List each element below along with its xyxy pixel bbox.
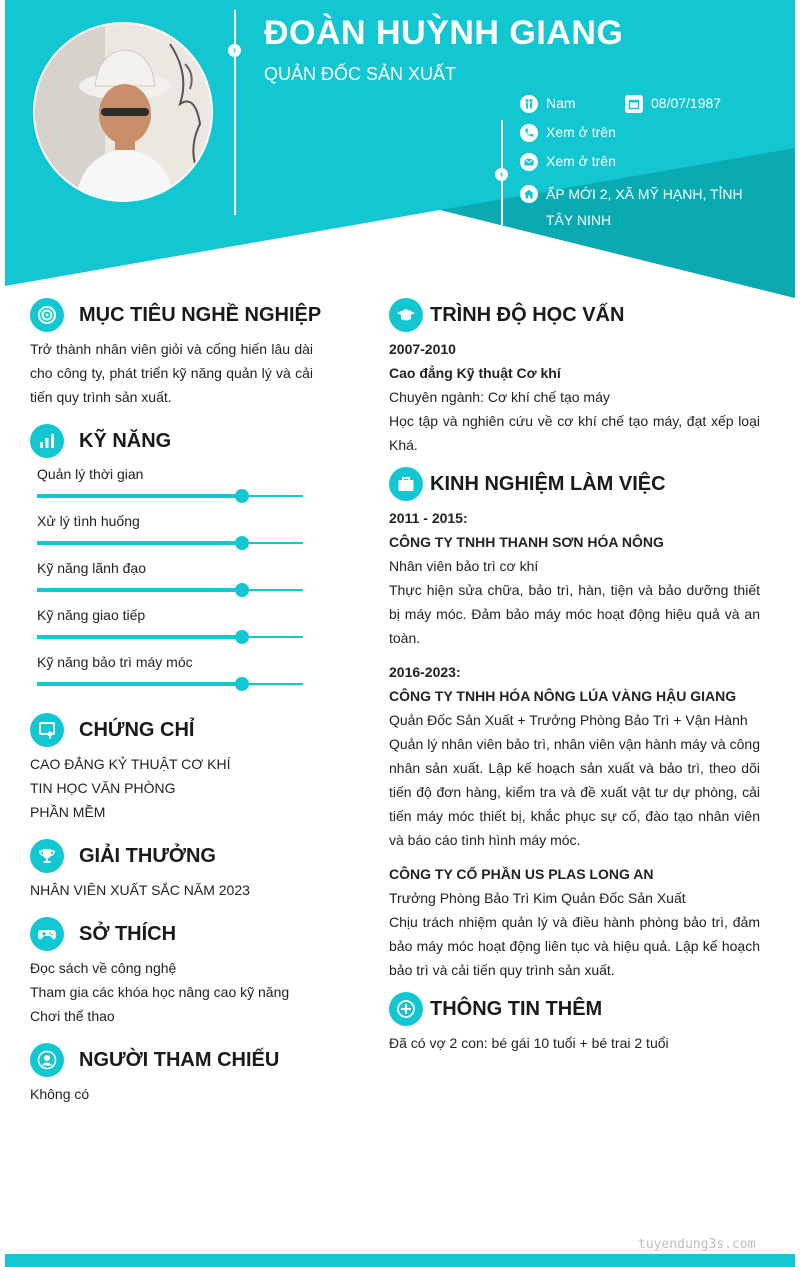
- education-school: Cao đẳng Kỹ thuật Cơ khí: [389, 365, 561, 381]
- certificate-item: TIN HỌC VĂN PHÒNG: [30, 780, 176, 796]
- hobbies-title: SỞ THÍCH: [79, 922, 177, 945]
- gender-value: Nam: [546, 95, 576, 111]
- candidate-job-title: QUẢN ĐỐC SẢN XUẤT: [264, 64, 457, 84]
- skill-slider-handle: [235, 630, 249, 644]
- job-position: Quản Đốc Sản Xuất + Trưởng Phòng Bảo Trì + Vận Hành: [389, 712, 748, 728]
- hobby-item: Chơi thể thao: [30, 1008, 115, 1024]
- objective-heading: [30, 298, 321, 332]
- skill-item: [37, 560, 303, 576]
- birthday-value: 08/07/1987: [651, 95, 722, 111]
- additional-info-title: THÔNG TIN THÊM: [430, 997, 603, 1020]
- email-value: Xem ở trên: [546, 153, 616, 169]
- gender-icon: [520, 95, 538, 113]
- bar-chart-icon: [30, 424, 64, 458]
- experience-title: KINH NGHIỆM LÀM VIỆC: [430, 472, 666, 495]
- certificate-item: CAO ĐẲNG KỶ THUẬT CƠ KHÍ: [30, 756, 231, 772]
- home-icon: [520, 185, 538, 203]
- skill-item: [37, 607, 303, 623]
- additional-info-text: Đã có vợ 2 con: bé gái 10 tuổi + bé trai 2 tuổi: [389, 1035, 669, 1051]
- job-company: CÔNG TY TNHH HÓA NÔNG LÚA VÀNG HẬU GIANG: [389, 688, 737, 704]
- education-description: Học tập và nghiên cứu về cơ khí chế tạo máy, đạt xếp loại Khá.: [389, 413, 760, 453]
- gamepad-icon: [30, 917, 64, 951]
- chevron-right-icon: ›: [228, 44, 241, 57]
- job-company: CÔNG TY CỔ PHẦN US PLAS LONG AN: [389, 866, 654, 882]
- job-position: Nhân viên bảo trì cơ khí: [389, 558, 539, 574]
- birthday-info: [625, 95, 721, 113]
- hobby-item: Tham gia các khóa học nâng cao kỹ năng: [30, 984, 290, 1000]
- skill-item: [37, 513, 303, 529]
- phone-icon: [520, 124, 538, 142]
- skill-label: Kỹ năng lãnh đạo: [37, 560, 146, 576]
- phone-info: [520, 124, 616, 142]
- skill-label: Quản lý thời gian: [37, 466, 144, 482]
- skill-fill: [37, 588, 242, 592]
- job-position: Trưởng Phòng Bảo Trì Kim Quản Đốc Sản Xuất: [389, 890, 686, 906]
- candidate-name: ĐOÀN HUỲNH GIANG: [264, 14, 624, 52]
- education-title: TRÌNH ĐỘ HỌC VẤN: [430, 303, 625, 326]
- hobbies-heading: [30, 917, 176, 951]
- awards-title: GIẢI THƯỞNG: [79, 844, 216, 867]
- email-icon: [520, 153, 538, 171]
- address-value: ẤP MỚI 2, XÃ MỸ HẠNH, TỈNH TÂY NINH: [546, 186, 743, 228]
- references-heading: [30, 1043, 279, 1077]
- watermark: tuyendung3s.com: [638, 1237, 756, 1252]
- certificate-item: PHẦN MỀM: [30, 804, 106, 820]
- briefcase-icon: [389, 467, 423, 501]
- references-title: NGƯỜI THAM CHIẾU: [79, 1048, 280, 1071]
- references-text: Không có: [30, 1086, 90, 1102]
- skill-slider-handle: [235, 536, 249, 550]
- job-description: Chịu trách nhiệm quản lý và điều hành phòng bảo trì, đảm bảo máy móc hoạt động liên tục và hiệu quả. Lập kế hoạch bảo trì và cải tiến quy trình sản xuất.: [389, 914, 760, 978]
- job-period: 2016-2023:: [389, 664, 461, 680]
- skill-label: Kỹ năng giao tiếp: [37, 607, 146, 623]
- skills-title: KỸ NĂNG: [79, 429, 172, 452]
- skill-slider-handle: [235, 677, 249, 691]
- skill-item: [37, 466, 303, 482]
- header-divider-line: [234, 10, 236, 215]
- target-icon: [30, 298, 64, 332]
- certificate-icon: [30, 713, 64, 747]
- education-period: 2007-2010: [389, 341, 456, 357]
- footer-bar: [5, 1254, 795, 1267]
- chevron-right-icon: ›: [495, 168, 508, 181]
- award-item: NHÂN VIÊN XUẤT SẮC NĂM 2023: [30, 882, 250, 898]
- avatar: [33, 22, 213, 202]
- awards-heading: [30, 839, 216, 873]
- phone-value: Xem ở trên: [546, 124, 616, 140]
- skill-label: Xử lý tình huống: [37, 513, 140, 529]
- skills-heading: [30, 424, 171, 458]
- email-info: [520, 153, 616, 171]
- skill-fill: [37, 682, 242, 686]
- objective-text: Trở thành nhân viên giỏi và cống hiến lâu dài cho công ty, phát triển kỹ năng quản lý và cải tiến quy trình sản xuất.: [30, 341, 313, 405]
- graduation-cap-icon: [389, 298, 423, 332]
- skill-item: [37, 654, 303, 670]
- job-company: CÔNG TY TNHH THANH SƠN HÓA NÔNG: [389, 534, 664, 550]
- job-description: Thực hiện sửa chữa, bảo trì, hàn, tiện và bảo dưỡng thiết bị máy móc. Đảm bảo máy móc hoạt động hiệu quả và an toàn.: [389, 582, 760, 646]
- skill-fill: [37, 494, 242, 498]
- skill-fill: [37, 635, 242, 639]
- user-icon: [30, 1043, 64, 1077]
- avatar-photo: [35, 24, 213, 202]
- plus-circle-icon: [389, 992, 423, 1026]
- address-info: [520, 181, 770, 233]
- education-heading: [389, 298, 624, 332]
- gender-info: [520, 95, 576, 113]
- objective-title: MỤC TIÊU NGHỀ NGHIỆP: [79, 303, 322, 326]
- certificates-heading: [30, 713, 194, 747]
- skill-slider-handle: [235, 489, 249, 503]
- experience-heading: [389, 467, 666, 501]
- skill-slider-handle: [235, 583, 249, 597]
- hobby-item: Đọc sách về công nghệ: [30, 960, 177, 976]
- skill-fill: [37, 541, 242, 545]
- certificates-title: CHỨNG CHỈ: [79, 718, 195, 741]
- trophy-icon: [30, 839, 64, 873]
- calendar-icon: [625, 95, 643, 113]
- job-period: 2011 - 2015:: [389, 510, 468, 526]
- skill-label: Kỹ năng bảo trì máy móc: [37, 654, 193, 670]
- additional-info-heading: [389, 992, 602, 1026]
- education-major: Chuyên ngành: Cơ khí chế tạo máy: [389, 389, 610, 405]
- job-description: Quản lý nhân viên bảo trì, nhân viên vận hành máy và công nhân sản xuất. Lập kế hoạch sản xuất và bảo trì, theo dõi tiến độ đơn hàng, kiểm tra và đề xuất vật tư dự phòng, cải tiến máy móc thiết bị, khắc phục sự cố, đào tạo nhân viên và báo cáo tình hình máy móc.: [389, 736, 760, 848]
